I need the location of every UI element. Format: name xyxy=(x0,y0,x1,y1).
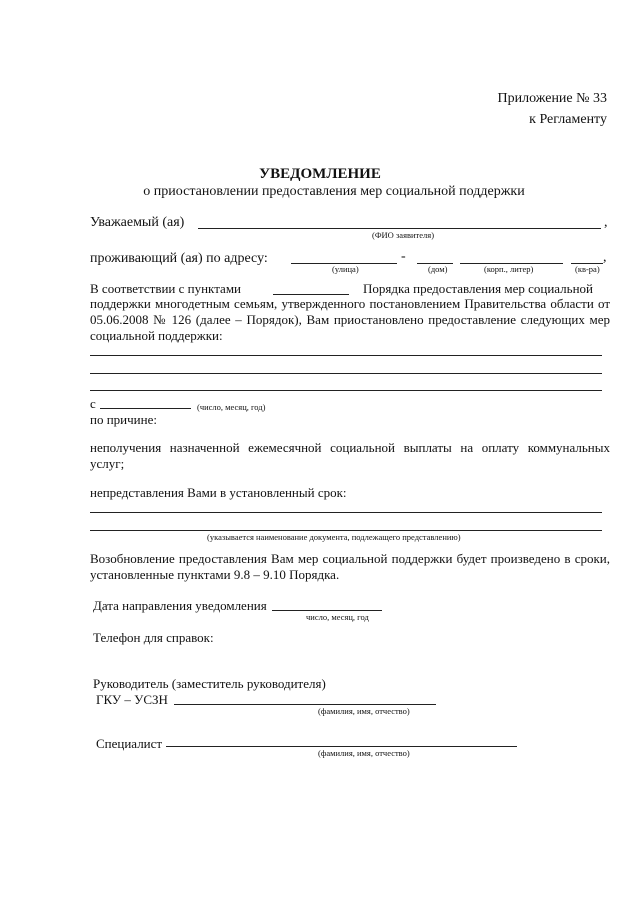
clauses-field[interactable] xyxy=(273,294,349,295)
head-signature-field[interactable] xyxy=(174,704,436,705)
sent-date-field[interactable] xyxy=(272,610,382,611)
address-label: проживающий (ая) по адресу: xyxy=(90,251,268,266)
resume-line2: установленные пунктами 9.8 – 9.10 Порядка. xyxy=(90,567,340,582)
page-subtitle: о приостановлении предоставления мер социальной поддержки xyxy=(143,184,525,199)
head-title-line2: ГКУ – УСЗН xyxy=(96,692,168,707)
body-line3: 05.06.2008 № 126 (далее – Порядок), Вам приостановлено предоставление следующих мер xyxy=(90,312,610,327)
since-date-caption: (число, месяц, год) xyxy=(197,402,266,412)
applicant-name-field[interactable] xyxy=(198,228,601,229)
page-title: УВЕДОМЛЕНИЕ xyxy=(259,166,381,182)
body-line2: поддержки многодетным семьям, утвержденного постановлением Правительства области от xyxy=(90,296,610,311)
sent-date-label: Дата направления уведомления xyxy=(93,598,267,613)
apartment-caption: (кв-ра) xyxy=(575,264,600,274)
salutation-label: Уважаемый (ая) xyxy=(90,215,185,230)
reason-label: по причине: xyxy=(90,412,157,427)
body-line1-start: В соответствии с пунктами xyxy=(90,281,241,296)
body-line1-end: Порядка предоставления мер социальной xyxy=(363,281,594,296)
sent-date-caption: число, месяц, год xyxy=(306,612,369,622)
salutation-comma: , xyxy=(604,215,608,230)
specialist-label: Специалист xyxy=(96,736,163,751)
building-caption: (корп., литер) xyxy=(484,264,534,274)
appendix-number: Приложение № 33 xyxy=(497,91,607,106)
measures-line-3[interactable] xyxy=(90,390,602,391)
measures-line-2[interactable] xyxy=(90,373,602,374)
phone-label: Телефон для справок: xyxy=(93,630,214,645)
document-line-1[interactable] xyxy=(90,512,602,513)
head-signature-caption: (фамилия, имя, отчество) xyxy=(318,706,410,716)
specialist-signature-field[interactable] xyxy=(166,746,517,747)
applicant-name-caption: (ФИО заявителя) xyxy=(372,230,435,240)
document-caption: (указывается наименование документа, подлежащего представлению) xyxy=(207,532,461,542)
since-date-field[interactable] xyxy=(100,408,191,409)
resume-line1: Возобновление предоставления Вам мер социальной поддержки будет произведено в сроки, xyxy=(90,551,610,566)
address-dash: - xyxy=(401,249,406,264)
street-caption: (улица) xyxy=(332,264,359,274)
document-line-2[interactable] xyxy=(90,530,602,531)
house-caption: (дом) xyxy=(428,264,448,274)
address-comma: , xyxy=(603,250,607,265)
appendix-regulation: к Регламенту xyxy=(529,112,607,127)
specialist-signature-caption: (фамилия, имя, отчество) xyxy=(318,748,410,758)
reason-item1-line1: неполучения назначенной ежемесячной социальной выплаты на оплату коммунальных xyxy=(90,440,610,455)
since-label: с xyxy=(90,396,96,411)
reason-item2: непредставления Вами в установленный срок: xyxy=(90,485,347,500)
reason-item1-line2: услуг; xyxy=(90,456,125,471)
body-line4: социальной поддержки: xyxy=(90,328,223,343)
head-title-line1: Руководитель (заместитель руководителя) xyxy=(93,676,326,691)
measures-line-1[interactable] xyxy=(90,355,602,356)
